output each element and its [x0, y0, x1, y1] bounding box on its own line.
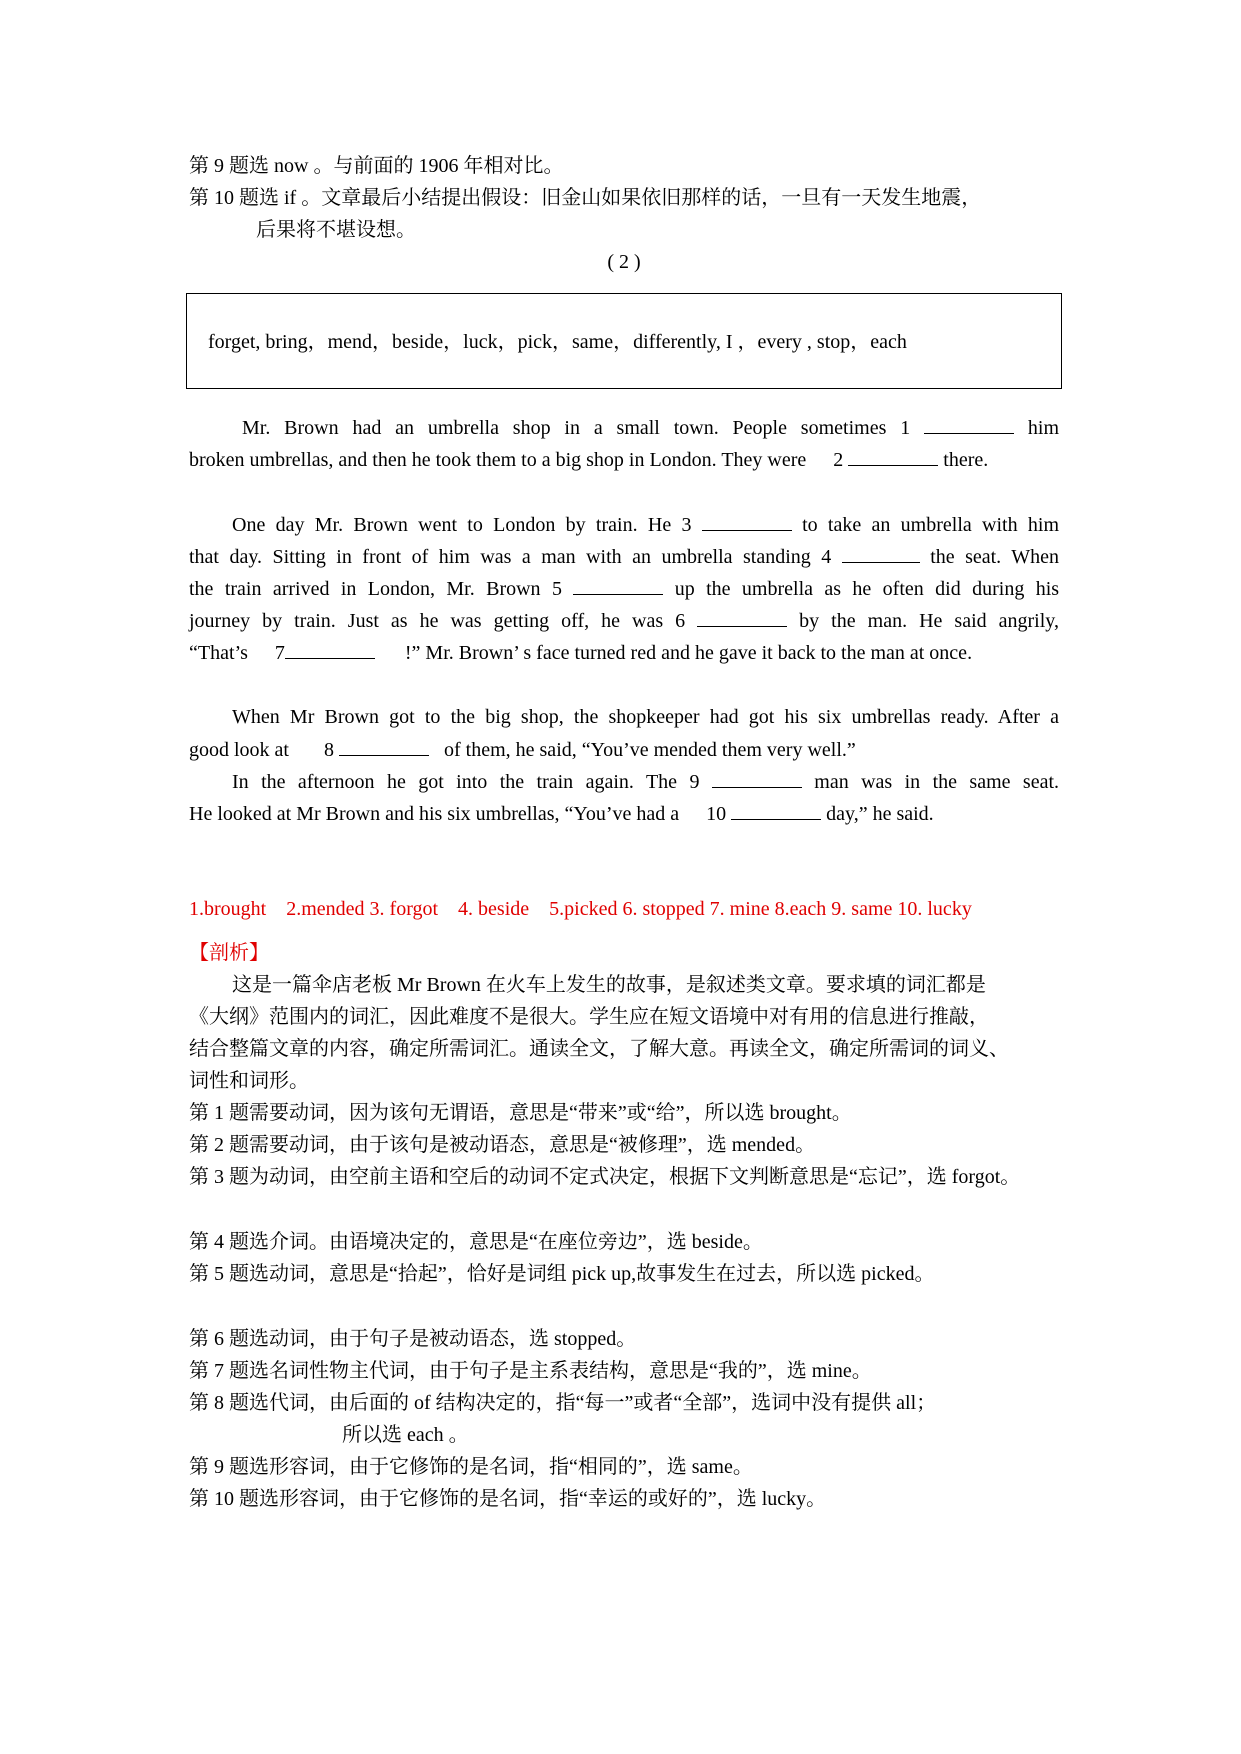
- analysis-text: 《大纲》范围内的词汇，因此难度不是很大。学生应在短文语境中对有用的信息进行推敲，: [189, 1006, 989, 1028]
- passage-line: [189, 411, 1059, 443]
- passage-text: journey by train. Just as he was getting off, he was: [189, 610, 664, 632]
- answer-key: 1.brought 2.mended 3. forgot 4. beside 5.picked 6. stopped 7. mine 8.each 9. same 10. lucky: [189, 898, 972, 920]
- passage-line: [189, 733, 1059, 765]
- blank-8: [339, 733, 429, 756]
- blank-4: [842, 540, 920, 563]
- blank-number: 5: [551, 578, 562, 600]
- analysis-item: 第 2 题需要动词，由于该句是被动语态，意思是“被修理”，选 mended。: [189, 1134, 816, 1156]
- blank-3: [702, 508, 792, 531]
- blank-number: 8: [324, 739, 334, 761]
- passage-line: When Mr Brown got to the big shop, the shopkeeper had got his six umbrellas ready. After a: [232, 706, 1059, 728]
- analysis-heading: 【剖析】: [189, 942, 269, 964]
- passage-text: Mr. Brown had an umbrella shop in a small town. People sometimes 1: [242, 417, 911, 439]
- passage-text: “That’s: [189, 642, 248, 664]
- blank-1: [924, 411, 1014, 434]
- blank-5: [573, 572, 663, 595]
- analysis-item-continued: 所以选 each 。: [342, 1424, 469, 1446]
- passage-text: the train arrived in London, Mr. Brown: [189, 578, 541, 600]
- passage-text: of them, he said, “You’ve mended them very well.”: [444, 739, 856, 761]
- passage-text: He looked at Mr Brown and his six umbrellas, “You’ve had a: [189, 803, 680, 825]
- passage-text: up the umbrella as he often did during his: [674, 578, 1060, 600]
- analysis-text: 结合整篇文章的内容，确定所需词汇。通读全文，了解大意。再读全文，确定所需词的词义、: [189, 1038, 1009, 1060]
- passage-text: the seat. When: [930, 546, 1060, 568]
- analysis-item: 第 4 题选介词。由语境决定的，意思是“在座位旁边”，选 beside。: [189, 1231, 763, 1253]
- blank-7: [285, 636, 375, 659]
- blank-number: 9: [689, 771, 700, 793]
- passage-line: [189, 765, 1059, 797]
- word-bank: forget, bring，mend，beside，luck，pick，same，differently, I ，every , stop，each: [208, 331, 907, 353]
- passage-text: him: [1027, 417, 1060, 439]
- analysis-item: 第 1 题需要动词，因为该句无谓语，意思是“带来”或“给”，所以选 brought。: [189, 1102, 852, 1124]
- passage-line: [189, 540, 1059, 572]
- passage-text: to take an umbrella with him: [802, 514, 1060, 536]
- blank-number: 2: [833, 449, 844, 471]
- analysis-text: 这是一篇伞店老板 Mr Brown 在火车上发生的故事，是叙述类文章。要求填的词汇都是: [232, 974, 986, 996]
- passage-line: [189, 508, 1059, 540]
- passage-text: !” Mr. Brown’ s face turned red and he gave it back to the man at once.: [404, 642, 973, 664]
- blank-number: 7: [274, 642, 285, 664]
- blank-9: [712, 765, 802, 788]
- passage-text: good look at: [189, 739, 289, 761]
- document-page: [189, 150, 1059, 1515]
- analysis-item: 第 9 题选形容词，由于它修饰的是名词，指“相同的”，选 same。: [189, 1456, 753, 1478]
- blank-10: [731, 797, 821, 820]
- passage-text: One day Mr. Brown went to London by train. He 3: [232, 514, 692, 536]
- blank-number: 6: [675, 610, 686, 632]
- word-bank-box: [186, 293, 1062, 389]
- passage-text: broken umbrellas, and then he took them to a big shop in London. They were: [189, 449, 807, 471]
- passage-line: [189, 572, 1059, 604]
- analysis-item: 第 5 题选动词，意思是“拾起”，恰好是词组 pick up,故事发生在过去，所以选 picked。: [189, 1263, 935, 1285]
- analysis-item: 第 6 题选动词，由于句子是被动语态，选 stopped。: [189, 1328, 637, 1350]
- section-number: ( 2 ): [607, 251, 641, 273]
- passage-line: [189, 797, 1059, 829]
- passage-text: day,” he said.: [826, 803, 934, 825]
- blank-number: 4: [821, 546, 832, 568]
- passage-line: [189, 604, 1059, 636]
- passage-text: there.: [943, 449, 989, 471]
- blank-number: 10: [706, 803, 727, 825]
- analysis-item: 第 3 题为动词，由空前主语和空后的动词不定式决定，根据下文判断意思是“忘记”，选 forgot。: [189, 1166, 1021, 1188]
- passage-line: [189, 443, 1059, 475]
- passage-text: man was in the same seat.: [814, 771, 1060, 793]
- note-line: 第 9 题选 now 。与前面的 1906 年相对比。: [189, 155, 564, 177]
- blank-6: [697, 604, 787, 627]
- passage-text: by the man. He said angrily,: [799, 610, 1059, 632]
- note-line: 第 10 题选 if 。文章最后小结提出假设：旧金山如果依旧那样的话，一旦有一天发生地震，: [189, 187, 982, 209]
- analysis-item: 第 8 题选代词，由后面的 of 结构决定的，指“每一”或者“全部”，选词中没有提供 all；: [189, 1392, 937, 1414]
- analysis-item: 第 10 题选形容词，由于它修饰的是名词，指“幸运的或好的”，选 lucky。: [189, 1488, 827, 1510]
- analysis-text: 词性和词形。: [189, 1070, 309, 1092]
- passage-text: In the afternoon he got into the train again. The: [232, 771, 678, 793]
- analysis-item: 第 7 题选名词性物主代词，由于句子是主系表结构，意思是“我的”，选 mine。: [189, 1360, 872, 1382]
- passage-text: that day. Sitting in front of him was a man with an umbrella standing: [189, 546, 811, 568]
- passage-line: [189, 636, 1059, 668]
- note-line-continued: 后果将不堪设想。: [256, 219, 416, 241]
- blank-2: [848, 443, 938, 466]
